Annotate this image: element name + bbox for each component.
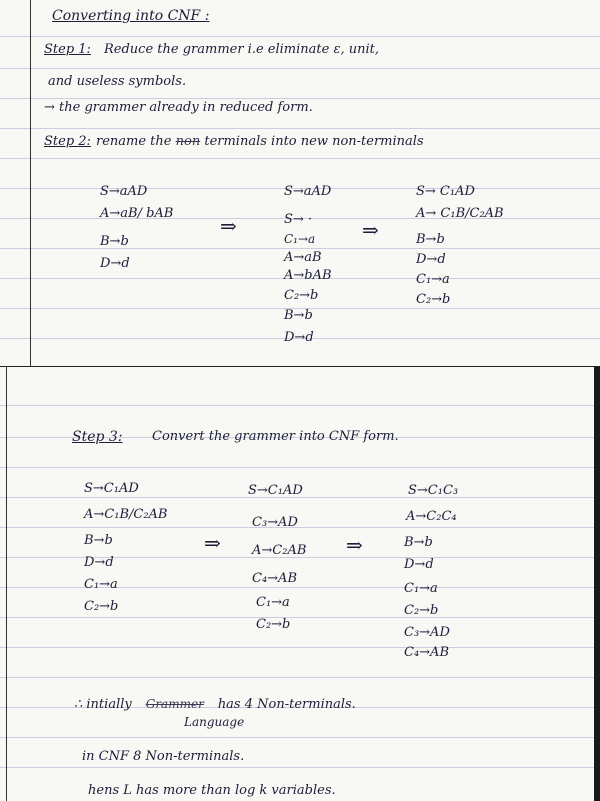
p2-col3-rule-1: S→C₁C₃: [408, 483, 459, 498]
step1-text: Reduce the grammer i.e eliminate ε, unit,: [104, 42, 379, 57]
p1-col3-rule-3: B→b: [416, 232, 445, 247]
step3-label: Step 3:: [72, 429, 123, 445]
p1-col3-rule-1: S→ C₁AD: [416, 184, 475, 199]
p2-col2-rule-3: A→C₂AB: [252, 543, 307, 558]
p2-col3-rule-5: C₁→a: [404, 581, 438, 596]
p1-col3-rule-6: C₂→b: [416, 292, 451, 307]
p1-col2-rule-2: S→ ·: [284, 212, 313, 227]
page-spine: [594, 367, 600, 801]
conclusion-line-1: [74, 697, 356, 712]
notebook-page-2: [0, 366, 600, 801]
p2-col2-rule-5: C₁→a: [256, 595, 290, 610]
p2-col2-rule-6: C₂→b: [256, 617, 291, 632]
p2-col2-rule-2: C₃→AD: [252, 515, 298, 530]
p1-col2-rule-5: A→bAB: [284, 268, 332, 283]
p2-col3-rule-3: B→b: [404, 535, 433, 550]
step2-label: Step 2:: [44, 134, 91, 149]
conclusion-1-suffix: has 4 Non-terminals.: [217, 697, 356, 712]
step1-continuation: and useless symbols.: [48, 74, 187, 89]
p2-col3-rule-2: A→C₂C₄: [406, 509, 457, 524]
p1-col2-rule-1: S→aAD: [284, 184, 332, 199]
p2-col1-rule-2: A→C₁B/C₂AB: [84, 507, 168, 522]
p1-col2-rule-6: C₂→b: [284, 288, 319, 303]
p1-col2-rule-7: B→b: [284, 308, 313, 323]
p1-col3-rule-4: D→d: [416, 252, 446, 267]
step1-label: Step 1:: [44, 42, 91, 57]
p1-col2-rule-4: A→aB: [284, 250, 322, 265]
conclusion-line-3: hens L has more than log k variables.: [88, 783, 336, 798]
p2-col3-rule-6: C₂→b: [404, 603, 439, 618]
p2-col3-rule-4: D→d: [404, 557, 434, 572]
p1-col3-rule-2: A→ C₁B/C₂AB: [416, 206, 504, 221]
p1-col1-rule-3: B→b: [100, 234, 129, 249]
p1-col2-rule-3: C₁→a: [284, 232, 316, 246]
reduced-form-note: → the grammer already in reduced form.: [44, 100, 313, 115]
step2-struck-word: non: [175, 134, 201, 149]
p1-col2-rule-8: D→d: [284, 330, 314, 345]
p2-col3-rule-7: C₃→AD: [404, 625, 450, 640]
step2-text-post: terminals into new non-terminals: [204, 134, 424, 149]
p1-col1-rule-2: A→aB/ bAB: [100, 206, 174, 221]
p2-col1-rule-6: C₂→b: [84, 599, 119, 614]
p1-col1-rule-4: D→d: [100, 256, 130, 271]
p2-col1-rule-3: B→b: [84, 533, 113, 548]
p2-col1-rule-5: C₁→a: [84, 577, 118, 592]
implies-arrow-icon: ⇒: [220, 214, 237, 238]
p1-col1-rule-1: S→aAD: [100, 184, 148, 199]
step3-text: Convert the grammer into CNF form.: [152, 429, 399, 444]
conclusion-1-correction: Language: [184, 715, 245, 729]
p2-col1-rule-4: D→d: [84, 555, 114, 570]
p2-col2-rule-1: S→C₁AD: [248, 483, 303, 498]
conclusion-1-prefix: ∴ intially: [74, 697, 132, 712]
implies-arrow-icon: ⇒: [362, 218, 379, 242]
step2-text-line: [96, 134, 424, 149]
p2-col1-rule-1: S→C₁AD: [84, 481, 139, 496]
page-title: Converting into CNF :: [52, 8, 210, 24]
p1-col3-rule-5: C₁→a: [416, 272, 450, 287]
p2-col2-rule-4: C₄→AB: [252, 571, 297, 586]
notebook-page-1: [0, 0, 600, 366]
implies-arrow-icon: ⇒: [204, 531, 221, 555]
conclusion-line-2: in CNF 8 Non-terminals.: [82, 749, 245, 764]
p2-col3-rule-8: C₄→AB: [404, 645, 449, 660]
conclusion-1-struck-word: Grammer: [145, 697, 204, 711]
step2-text-pre: rename the: [96, 134, 172, 149]
implies-arrow-icon: ⇒: [346, 533, 363, 557]
